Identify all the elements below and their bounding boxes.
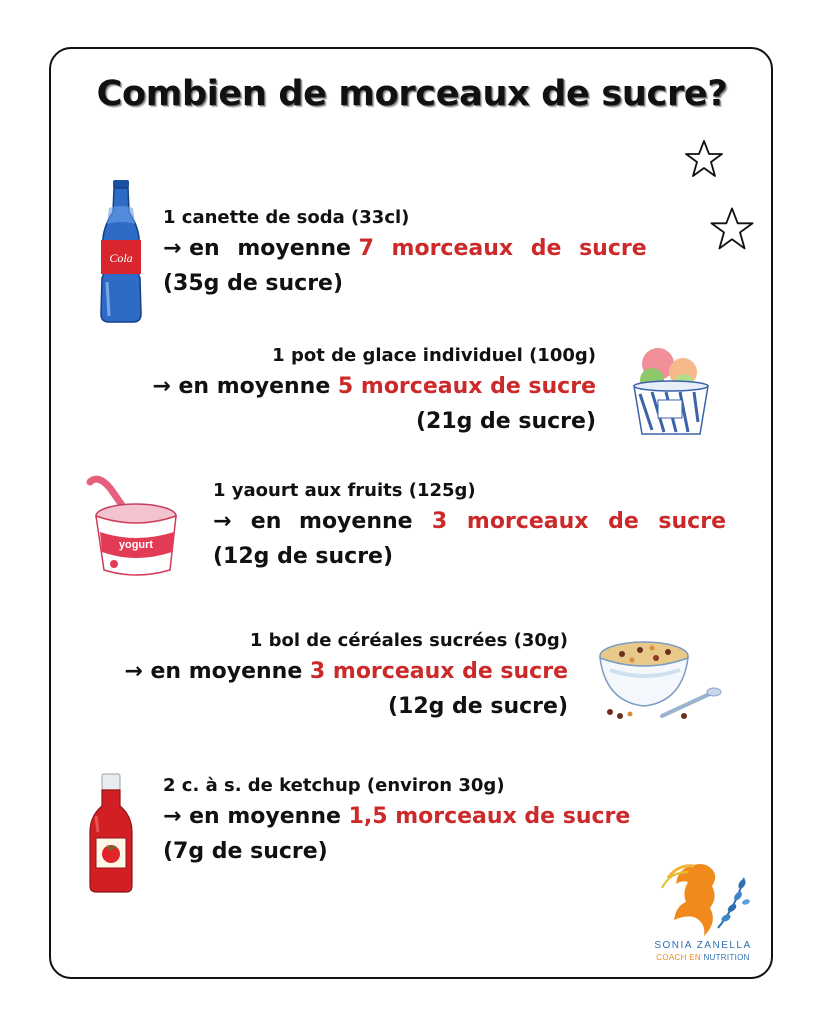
arrow-icon: → — [163, 804, 182, 829]
item-sugar-amount: 5 morceaux de sucre — [337, 374, 596, 399]
arrow-icon: → — [163, 236, 182, 261]
item-prefix: en moyenne — [178, 374, 331, 399]
svg-text:Cola: Cola — [109, 251, 133, 265]
item-food-label: 2 c. à s. de ketchup (environ 30g) — [163, 775, 505, 796]
arrow-icon: → — [152, 374, 171, 399]
ice-cream-cup-icon — [628, 338, 714, 438]
item-sugar-amount: 1,5 morceaux de sucre — [348, 804, 631, 829]
item-prefix: en moyenne — [189, 236, 351, 261]
item-sugar-amount: 3 morceaux de sucre — [431, 509, 726, 534]
item-food-label: 1 pot de glace individuel (100g) — [272, 345, 596, 366]
item-prefix: en moyenne — [150, 659, 303, 684]
page-title: Combien de morceaux de sucre? — [96, 74, 728, 114]
star-icon — [683, 138, 725, 180]
svg-text:yogurt: yogurt — [118, 539, 154, 551]
item-grams: (12g de sucre) — [387, 694, 568, 719]
item-yogurt — [213, 478, 726, 574]
brand-tagline: COACH EN NUTRITION — [656, 953, 750, 962]
arrow-icon: → — [213, 509, 232, 534]
brand-logo — [648, 858, 758, 968]
ketchup-bottle-icon — [88, 772, 134, 894]
item-sugar-amount: 7 morceaux de sucre — [358, 236, 647, 261]
item-soda — [163, 205, 673, 301]
item-ketchup — [163, 773, 683, 869]
item-prefix: en moyenne — [250, 509, 413, 534]
item-sugar-amount: 3 morceaux de sucre — [309, 659, 568, 684]
item-grams: (21g de sucre) — [415, 409, 596, 434]
item-grams: (7g de sucre) — [163, 839, 328, 864]
item-ice-cream — [120, 343, 596, 439]
item-food-label: 1 bol de céréales sucrées (30g) — [249, 630, 568, 651]
yogurt-pot-icon — [84, 472, 184, 578]
arrow-icon: → — [124, 659, 143, 684]
item-grams: (12g de sucre) — [213, 544, 394, 569]
cereal-bowl-icon — [596, 630, 724, 738]
item-cereals — [90, 628, 568, 724]
item-grams: (35g de sucre) — [163, 271, 344, 296]
star-icon — [708, 205, 756, 253]
item-prefix: en moyenne — [189, 804, 341, 829]
brand-name: SONIA ZANELLA — [654, 940, 752, 951]
item-food-label: 1 canette de soda (33cl) — [163, 207, 410, 228]
item-food-label: 1 yaourt aux fruits (125g) — [213, 480, 476, 501]
brand-figure-icon — [648, 858, 758, 938]
soda-bottle-icon — [95, 178, 147, 324]
